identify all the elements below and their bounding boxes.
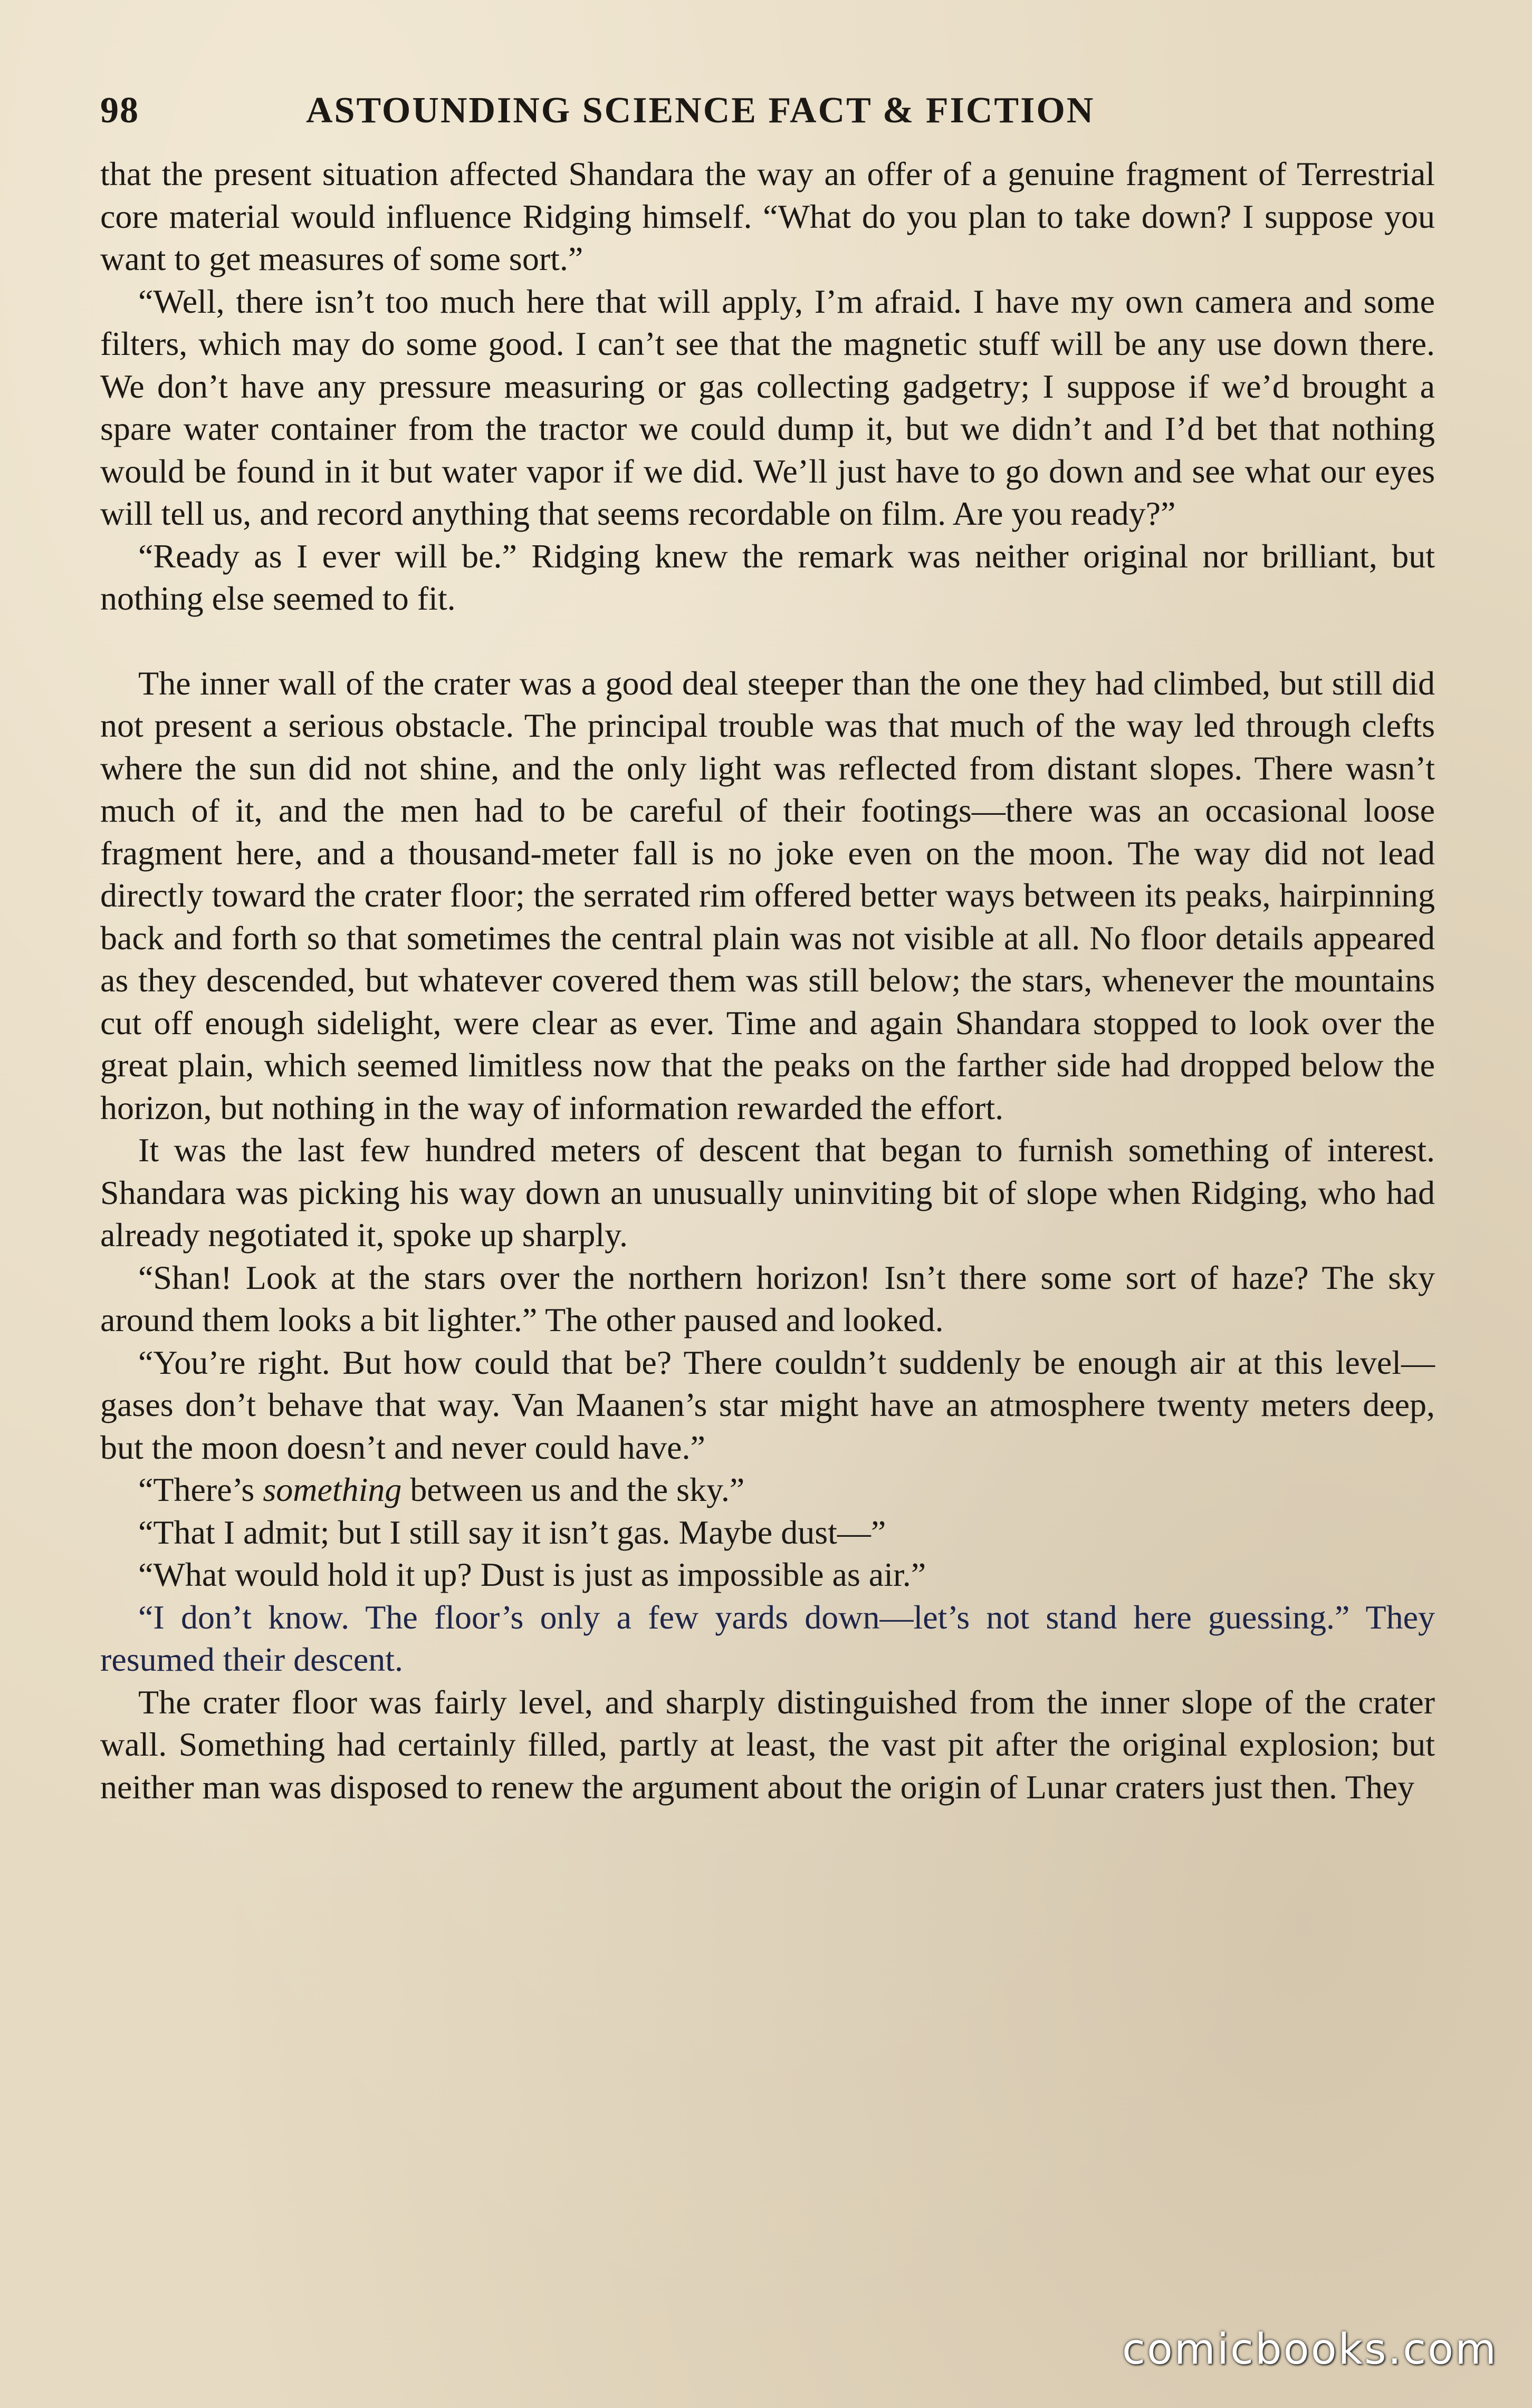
watermark: comicbooks.com — [1122, 2325, 1498, 2374]
paragraph: “I don’t know. The floor’s only a few yards down—let’s not stand here guessing.” They resumed their descent. — [100, 1598, 1435, 1678]
paragraph: “You’re right. But how could that be? There couldn’t suddenly be enough air at this level—gases don’t behave that way. Van Maanen’s star might have an atmosphere twenty meters deep, but the moon doesn’t and never could have.” — [100, 1343, 1435, 1466]
book-page — [100, 90, 1435, 1808]
paragraph — [100, 1469, 1435, 1511]
paragraph: that the present situation affected Shandara the way an offer of a genuine fragment of Terrestrial core material would influence Ridging himself. “What do you plan to take down? I suppose you want to get measures of some sort.” — [100, 155, 1435, 277]
paragraph: The crater floor was fairly level, and sharply distinguished from the inner slope of the crater wall. Something had certainly filled, partly at least, the vast pit after the original explosion; but neither man was disposed to renew the argument about the origin of Lunar craters just then. They — [100, 1683, 1435, 1806]
paragraph-text: “There’s — [138, 1471, 263, 1508]
body-text — [100, 153, 1435, 1808]
paragraph: “Ready as I ever will be.” Ridging knew the remark was neither original nor brilliant, but nothing else seemed to fit. — [100, 537, 1435, 617]
page-number: 98 — [100, 90, 139, 131]
paragraph: It was the last few hundred meters of descent that began to furnish something of interest. Shandara was picking his way down an unusually uninviting bit of slope when Ridging, who had already negotiated it, spoke up sharply. — [100, 1131, 1435, 1254]
running-head — [100, 90, 1435, 148]
paragraph: The inner wall of the crater was a good deal steeper than the one they had climbed, but still did not present a serious obstacle. The principal trouble was that much of the way led through clefts where the sun did not shine, and the only light was reflected from distant slopes. There wasn’t much of it, and the men had to be careful of their footings—there was an occasional loose fragment here, and a thousand-meter fall is no joke even on the moon. The way did not lead directly toward the crater floor; the serrated rim offered better ways between its peaks, hairpinning back and forth so that sometimes the central plain was not visible at all. No floor details appeared as they descended, but whatever covered them was still below; the stars, whenever the mountains cut off enough sidelight, were clear as ever. Time and again Shandara stopped to look over the great plain, which seemed limitless now that the peaks on the farther side had dropped below the horizon, but nothing in the way of information rewarded the effort. — [100, 664, 1435, 1126]
running-title: ASTOUNDING SCIENCE FACT & FICTION — [306, 90, 1095, 131]
paragraph: “Shan! Look at the stars over the northern horizon! Isn’t there some sort of haze? The sky around them looks a bit lighter.” The other paused and looked. — [100, 1258, 1435, 1338]
italic-word: something — [263, 1471, 402, 1508]
paragraph: “Well, there isn’t too much here that will apply, I’m afraid. I have my own camera and some filters, which may do some good. I can’t see that the magnetic stuff will be any use down there. We don’t have any pressure measuring or gas collecting gadgetry; I suppose if we’d brought a spare water container from the tractor we could dump it, but we didn’t and I’d bet that nothing would be found in it but water vapor if we did. We’ll just have to go down and see what our eyes will tell us, and record anything that seems recordable on film. Are you ready?” — [100, 282, 1435, 532]
paragraph: “What would hold it up? Dust is just as impossible as air.” — [138, 1556, 926, 1593]
paragraph-text: between us and the sky.” — [401, 1471, 745, 1508]
paragraph: “That I admit; but I still say it isn’t gas. Maybe dust—” — [138, 1513, 886, 1551]
